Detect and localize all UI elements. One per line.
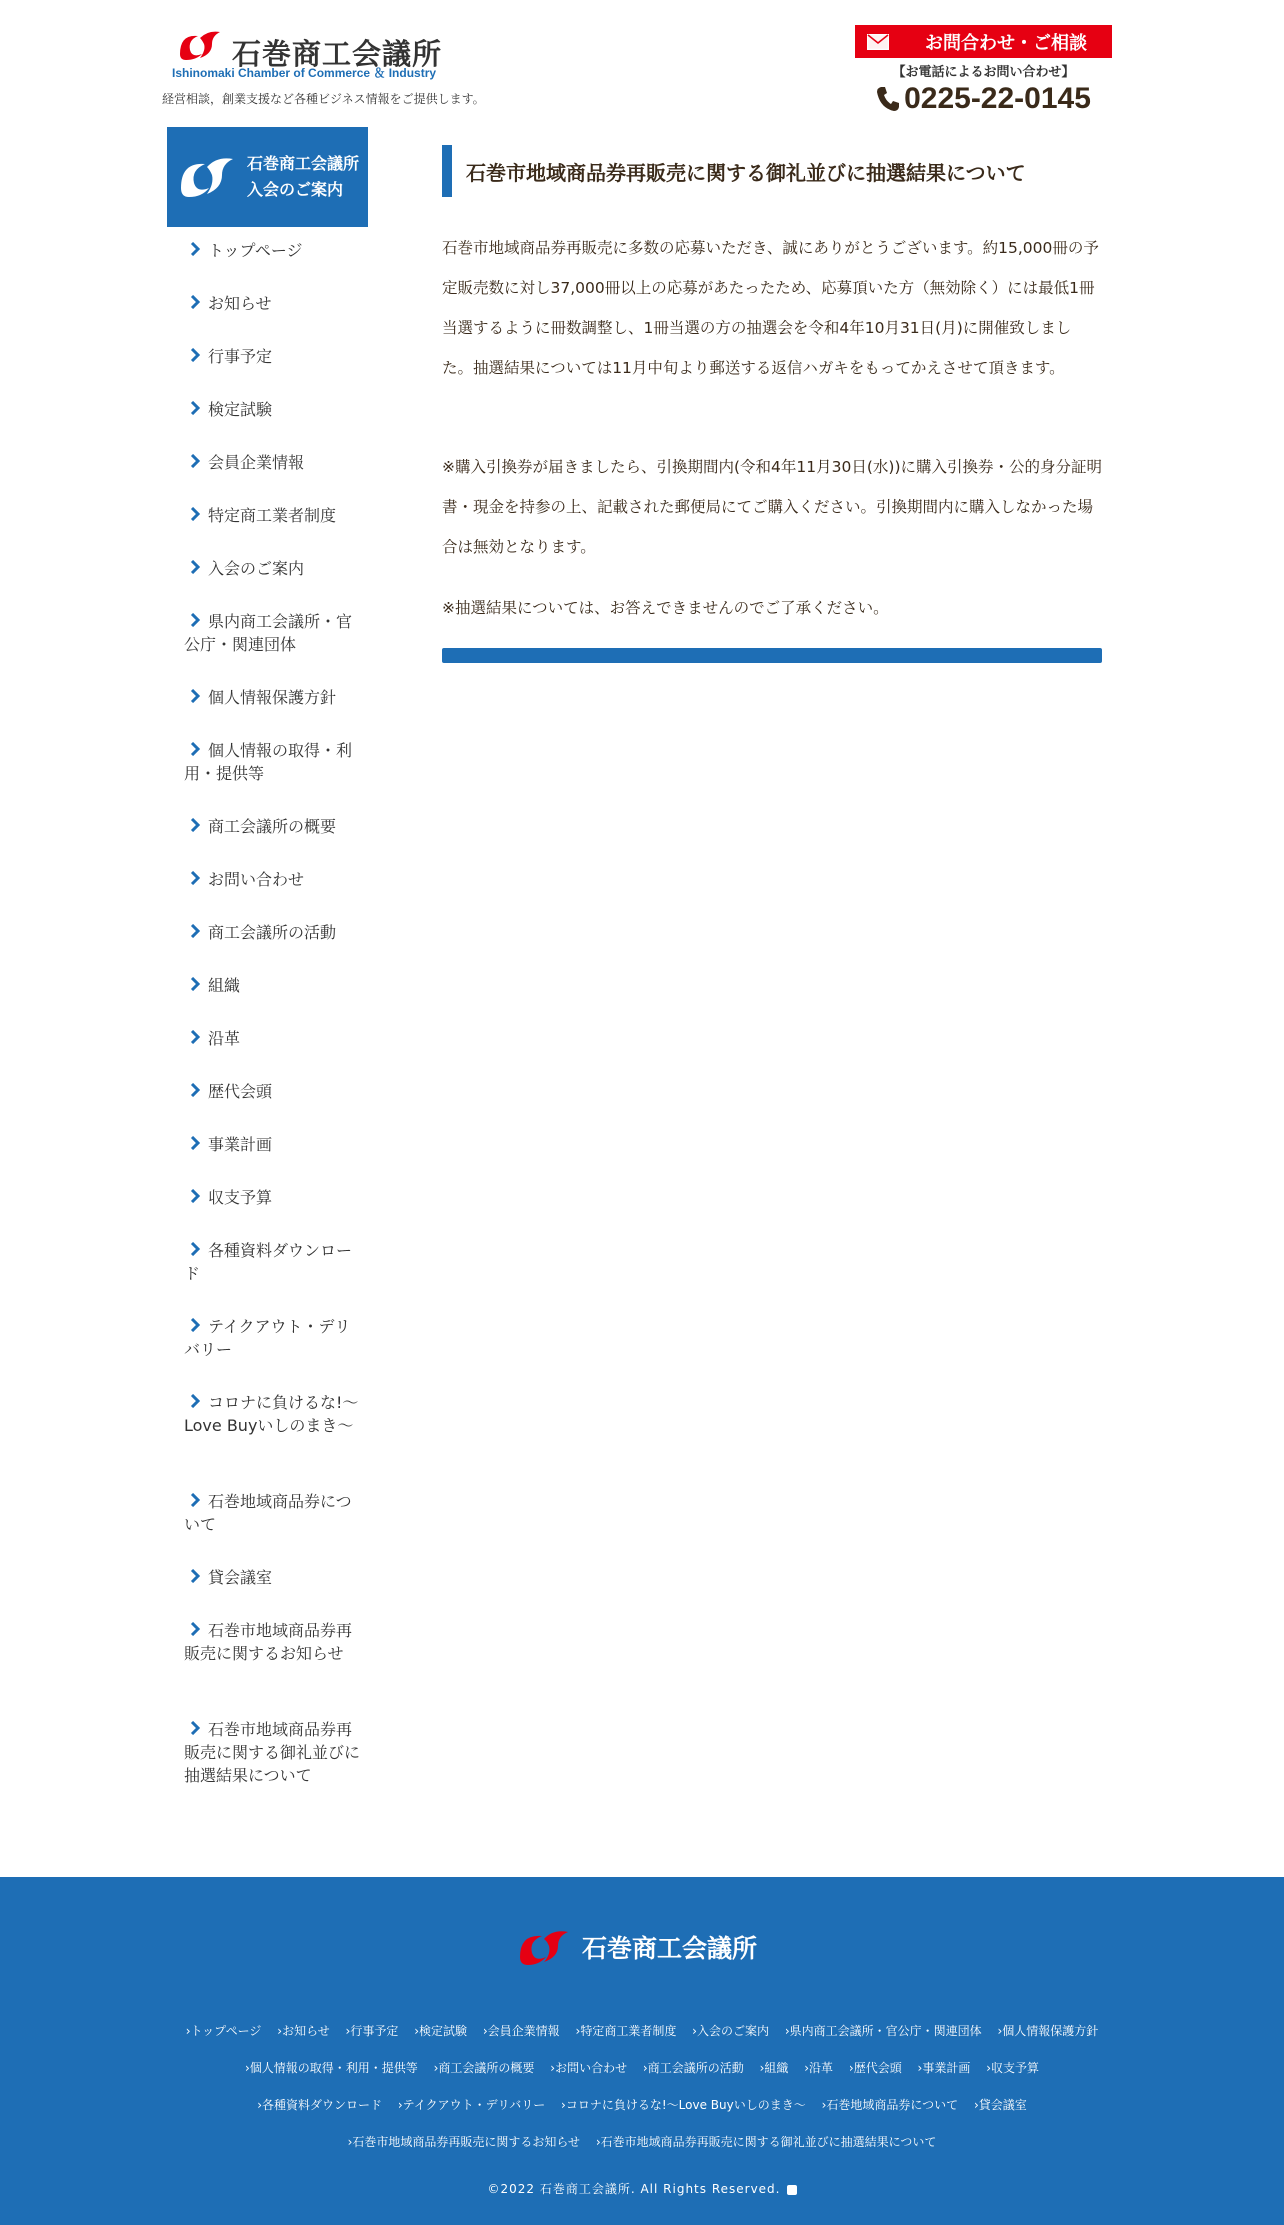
chevron-right-icon [190,610,204,633]
chevron-right-icon [190,1133,204,1156]
footer-link[interactable]: ›コロナに負けるな!～Love Buyいしのまき～ [561,2098,806,2112]
footer-link[interactable]: ›入会のご案内 [692,2024,769,2038]
article-paragraph-2: ※購入引換券が届きましたら、引換期間内(令和4年11月30日(水))に購入引換券・公的身分証明書・現金を持参の上、記載された郵便局にてご購入ください。引換期間内に購入しなかった場合は無効となります。 [442,458,1102,556]
footer-link[interactable]: ›お知らせ [277,2024,330,2038]
footer-nav-row [0,2050,1284,2087]
chevron-right-icon [190,921,204,944]
tel-number-text: 0225-22-0145 [904,82,1091,115]
footer-link[interactable]: ›各種資料ダウンロード [257,2098,383,2112]
footer-link[interactable]: ›お問い合わせ [550,2061,628,2075]
logo-mark-icon [516,1927,574,1967]
footer-link[interactable]: ›石巻市地域商品券再販売に関する御礼並びに抽選結果について [595,2135,937,2149]
chevron-right-icon [190,974,204,997]
rss-icon[interactable] [787,2185,797,2195]
footer-nav-row [0,2013,1284,2050]
sidebar-item-takeout[interactable]: テイクアウト・デリバリー [184,1317,351,1359]
chevron-right-icon [190,1080,204,1103]
chevron-right-icon [190,686,204,709]
sidebar-item-contact[interactable]: お問い合わせ [184,862,364,915]
chevron-right-icon [190,1619,204,1642]
footer-nav-row [0,2087,1284,2124]
logo-text-en: Ishinomaki Chamber of Commerce ＆ Industry [172,66,437,80]
article-paragraph-1: 石巻市地域商品券再販売に多数の応募いただき、誠にありがとうございます。約15,000冊の予定販売数に対し37,000冊以上の応募があたったため、応募頂いた方（無効除く）には最低1冊当選するように冊数調整し、1冊当選の方の抽選会を令和4年10月31日(月)に開催致しました。抽選結果については11月中旬より郵送する返信ハガキをもってかえさせて頂きます。 [442,239,1099,377]
footer-nav-row [0,2124,1284,2161]
sidebar-item-join[interactable]: 入会のご案内 [184,551,364,604]
footer-link[interactable]: ›県内商工会議所・官公庁・関連団体 [784,2024,982,2038]
footer-link[interactable]: ›特定商工業者制度 [575,2024,677,2038]
footer-link[interactable]: ›個人情報の取得・利用・提供等 [244,2061,418,2075]
contact-button[interactable] [855,25,1112,58]
copyright-text: ©2022 石巻商工会議所. All Rights Reserved. [487,2182,781,2196]
footer-link[interactable]: ›石巻市地域商品券再販売に関するお知らせ [347,2135,581,2149]
contact-button-label: お問合わせ・ご相談 [925,32,1087,54]
chevron-right-icon [190,504,204,527]
chevron-right-icon [190,1490,204,1513]
sidebar-item-related-orgs[interactable]: 県内商工会議所・官公庁・関連団体 [184,612,353,654]
phone-icon [876,86,900,112]
sidebar-item-activities[interactable]: 商工会議所の活動 [184,915,364,968]
sidebar-item-business-plan[interactable]: 事業計画 [184,1127,364,1180]
sidebar-item-meeting-rooms[interactable]: 貸会議室 [184,1560,364,1613]
footer-link[interactable]: ›行事予定 [345,2024,399,2038]
tel-note: 【お電話によるお問い合わせ】 [892,65,1075,80]
logo-mark-icon [177,154,239,200]
footer-link[interactable]: ›検定試験 [414,2024,468,2038]
content-divider [442,648,1102,663]
chevron-right-icon [190,1315,204,1338]
sidebar-item-specified-merchants[interactable]: 特定商工業者制度 [184,498,364,551]
chevron-right-icon [190,398,204,421]
sidebar-item-events[interactable]: 行事予定 [184,339,364,392]
article [442,145,1102,617]
sidebar-item-love-buy[interactable]: コロナに負けるな!～Love Buyいしのまき～ [184,1393,359,1435]
sidebar-item-top[interactable]: トップページ [184,233,364,286]
footer-link[interactable]: ›歴代会頭 [848,2061,902,2075]
sidebar-item-presidents[interactable]: 歴代会頭 [184,1074,364,1127]
footer-link[interactable]: ›事業計画 [917,2061,971,2075]
sidebar-item-news[interactable]: お知らせ [184,286,364,339]
join-banner-line1: 石巻商工会議所 [247,154,360,173]
sidebar-item-overview[interactable]: 商工会議所の概要 [184,809,364,862]
chevron-right-icon [190,1718,204,1741]
footer-link[interactable]: ›組織 [759,2061,789,2075]
chevron-right-icon [190,1391,204,1414]
sidebar-item-organization[interactable]: 組織 [184,968,364,1021]
sidebar-item-exams[interactable]: 検定試験 [184,392,364,445]
footer-link[interactable]: ›貸会議室 [973,2098,1027,2112]
footer-logo[interactable] [516,1927,757,1967]
sidebar-item-members[interactable]: 会員企業情報 [184,445,364,498]
sidebar-item-resale-results[interactable]: 石巻市地域商品券再販売に関する御礼並びに抽選結果について [184,1720,361,1785]
site-logo[interactable] [172,28,476,80]
site-footer [0,1877,1284,2225]
footer-link[interactable]: ›テイクアウト・デリバリー [397,2098,546,2112]
chevron-right-icon [190,557,204,580]
tel-number[interactable] [855,82,1112,116]
page-title: 石巻市地域商品券再販売に関する御礼並びに抽選結果について [442,145,1102,197]
sidebar-item-resale-notice[interactable]: 石巻市地域商品券再販売に関するお知らせ [184,1621,353,1663]
sidebar-nav [184,233,364,1811]
chevron-right-icon [190,451,204,474]
sidebar-item-gift-vouchers[interactable]: 石巻地域商品券について [184,1492,352,1534]
logo-mark-icon [176,28,226,62]
chevron-right-icon [190,815,204,838]
footer-link[interactable]: ›石巻地域商品券について [821,2098,959,2112]
footer-link[interactable]: ›収支予算 [986,2061,1040,2075]
copyright [0,2180,1284,2197]
logo-text-jp: 石巻商工会議所 [232,37,443,71]
site-tagline: 経営相談，創業支援など各種ビジネス情報をご提供します。 [162,92,485,106]
chevron-right-icon [190,868,204,891]
sidebar-item-history[interactable]: 沿革 [184,1021,364,1074]
footer-link[interactable]: ›トップページ [185,2024,262,2038]
article-paragraph-3: ※抽選結果については、お答えできませんのでご了承ください。 [442,599,889,617]
sidebar-item-privacy-policy[interactable]: 個人情報保護方針 [184,680,364,733]
chevron-right-icon [190,1239,204,1262]
sidebar-item-budget[interactable]: 収支予算 [184,1180,364,1233]
chevron-right-icon [190,239,204,262]
chevron-right-icon [190,345,204,368]
chevron-right-icon [190,739,204,762]
footer-link[interactable]: ›商工会議所の活動 [642,2061,744,2075]
chevron-right-icon [190,1027,204,1050]
footer-link[interactable]: ›商工会議所の概要 [433,2061,535,2075]
chevron-right-icon [190,292,204,315]
footer-link[interactable]: ›個人情報保護方針 [997,2024,1099,2038]
mail-icon [867,34,889,50]
join-banner-line2: 入会のご案内 [247,180,344,199]
footer-link[interactable]: ›沿革 [804,2061,834,2075]
sidebar-item-downloads[interactable]: 各種資料ダウンロード [184,1241,353,1283]
footer-logo-text: 石巻商工会議所 [582,1934,758,1963]
footer-link[interactable]: ›会員企業情報 [482,2024,560,2038]
join-banner[interactable] [167,127,368,227]
sidebar-item-personal-info[interactable]: 個人情報の取得・利用・提供等 [184,741,353,783]
chevron-right-icon [190,1186,204,1209]
chevron-right-icon [190,1566,204,1589]
footer-nav [0,2013,1284,2161]
